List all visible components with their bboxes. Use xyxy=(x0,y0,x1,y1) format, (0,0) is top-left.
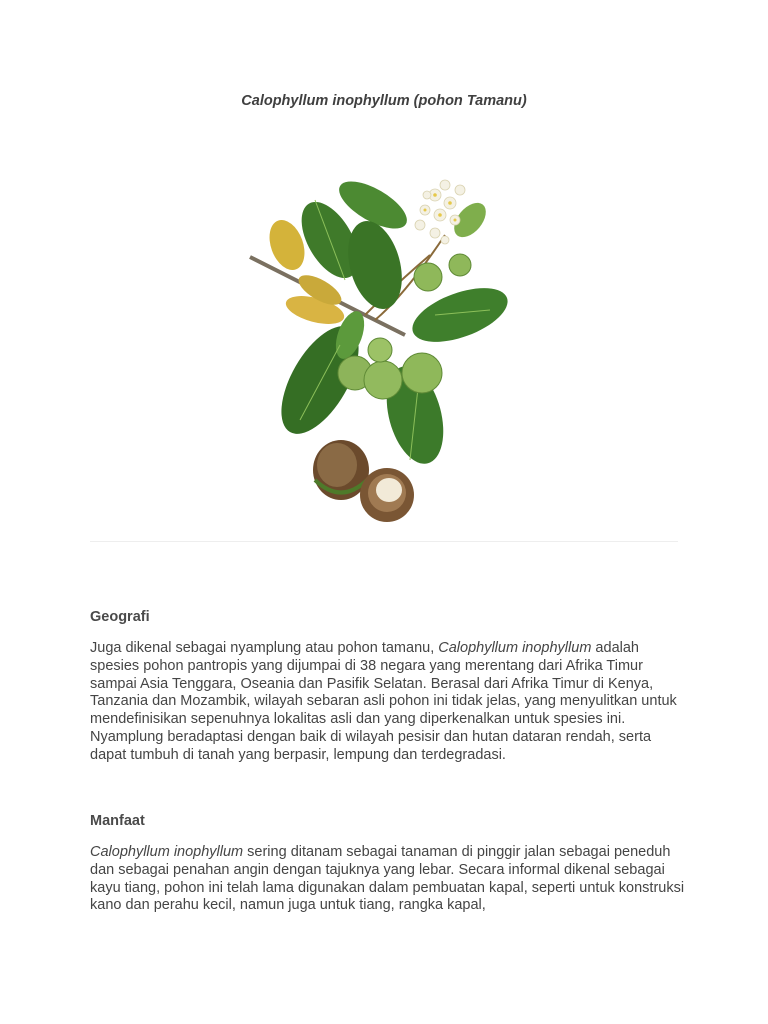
species-name: Calophyllum inophyllum xyxy=(438,640,592,656)
page-title: Calophyllum inophyllum (pohon Tamanu) xyxy=(241,93,527,109)
paragraph-geografi xyxy=(90,640,690,765)
section-heading-manfaat: Manfaat xyxy=(90,813,145,829)
paragraph-manfaat-body: sering ditanam sebagai tanaman di pinggir jalan sebagai peneduh dan sebagai penahan angin dengan tajuknya yang lebar. Secara informal dikenal sebagai kayu tiang, pohon ini telah lama digunakan dalam pembuatan kapal, seperti untuk konstruksi kano dan perahu kecil, namun juga untuk tiang, rangka kapal, xyxy=(90,844,685,914)
species-name: Calophyllum inophyllum xyxy=(90,844,244,860)
paragraph-geografi-intro: Juga dikenal sebagai nyamplung atau pohon tamanu, xyxy=(90,640,439,656)
paragraph-manfaat xyxy=(90,844,690,915)
divider xyxy=(90,541,678,542)
calophyllum-branch-illustration xyxy=(245,165,515,530)
section-heading-geografi: Geografi xyxy=(90,609,150,625)
paragraph-geografi-body: adalah spesies pohon pantropis yang dijumpai di 38 negara yang merentang dari Afrika Timur sampai Asia Tenggara, Oseania dan Pasifik Selatan. Berasal dari Afrika Timur di Kenya, Tanzania dan Mozambik, wilayah sebaran asli pohon ini tidak jelas, yang menyulitkan untuk mendefinisikan sepenuhnya lokalitas asli dan yang diperkenalkan untuk spesies ini. Nyamplung beradaptasi dengan baik di wilayah pesisir dan hutan dataran rendah, serta dapat tumbuh di tanah yang berpasir, lempung dan terdegradasi. xyxy=(90,640,677,763)
